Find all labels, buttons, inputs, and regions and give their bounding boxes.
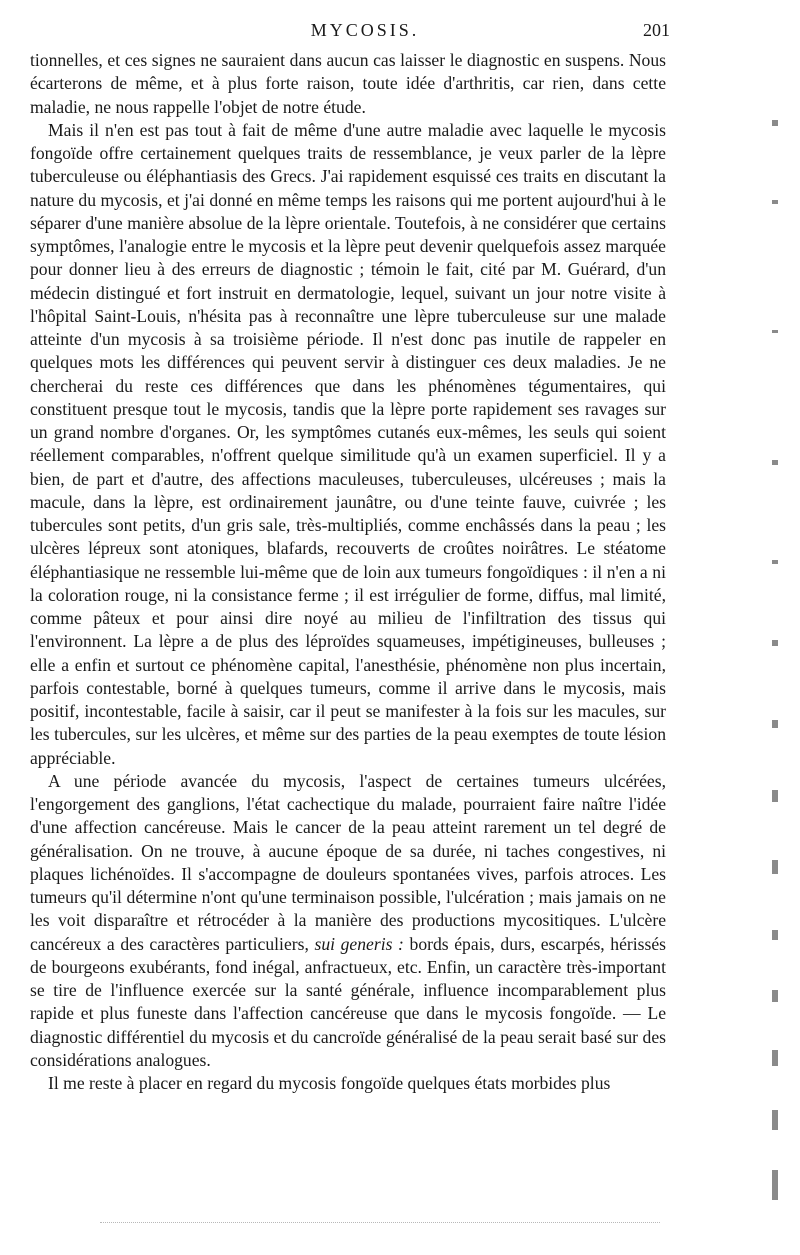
scan-mark: [772, 720, 778, 728]
scan-mark: [772, 790, 778, 802]
running-head: [60, 20, 670, 50]
paragraph-text: tionnelles, et ces signes ne sauraient dans aucun cas laisser le diagnostic en suspens. Nous écarterons de même, et à plus forte raison, toute idée d'arthritis, car rien, dans cette maladie, ne nous rappelle l'objet de notre étude.: [30, 50, 666, 117]
body-text: [30, 49, 666, 1095]
scan-mark: [772, 460, 778, 465]
running-title: MYCOSIS.: [310, 20, 420, 40]
scan-mark: [772, 1110, 778, 1130]
scan-bottom-marks: [100, 1222, 660, 1229]
paragraph-continuation: [30, 49, 666, 119]
paragraph-text: Il me reste à placer en regard du mycosis fongoïde quelques états morbides plus: [48, 1073, 611, 1093]
scan-mark: [772, 990, 778, 1002]
scan-mark: [772, 560, 778, 564]
paragraph-text: Mais il n'en est pas tout à fait de même d'une autre maladie avec laquelle le mycosis fongoïde offre certainement quelques traits de ressemblance, je veux parler de la lèpre tuberculeuse ou éléphantiasis des Grecs. J'ai rapidement esquissé ces traits en discutant la nature du mycosis, et j'ai donné en même temps les raisons qui me portent aujourd'hui à le séparer d'une manière absolue de la lèpre orientale. Toutefois, à ne considérer que certains symptômes, l'analogie entre le mycosis et la lèpre peut devenir quelquefois assez marquée pour donner lieu à des erreurs de diagnostic ; témoin le fait, cité par M. Guérard, d'un médecin distingué et fort instruit en dermatologie, lequel, suivant un jour notre visite à l'hôpital Saint-Louis, n'hésita pas à reconnaître une lèpre tuberculeuse sur une malade atteinte d'un mycosis à sa troisième période. Il n'est donc pas inutile de rappeler en quelques mots les différences qui peuvent servir à distinguer ces deux maladies. Je ne chercherai du reste ces différences que dans les phénomènes tégumentaires, qui constituent presque tout le mycosis, tandis que la lèpre porte rapidement ses ravages sur un grand nombre d'organes. Or, les symptômes cutanés eux-mêmes, les seuls qui soient réellement comparables, n'offrent quelque similitude qu'à un examen superficiel. Il y a bien, de part et d'autre, des affections maculeuses, tuberculeuses, ulcéreuses ; mais la macule, dans la lèpre, est ordinairement jaunâtre, ou d'une teinte fauve, cuivrée ; les tubercules sont petits, d'un gris sale, très-multipliés, comme enchâssés dans la peau ; les ulcères lépreux sont atoniques, blafards, recouverts de croûtes noirâtres. Le stéatome éléphantiasique ne ressemble lui-même que de loin aux tumeurs fongoïdiques : il n'en a ni la coloration rouge, ni la consistance ferme ; il est irrégulier de forme, diffus, mal limité, comme pâteux et pour ainsi dire noyé au milieu de l'infiltration des tissus qui l'environnent. La lèpre a de plus des léproïdes squameuses, impétigineuses, bulleuses ; elle a enfin et surtout ce phénomène capital, l'anesthésie, phénomène non plus incertain, parfois contestable, borné à quelques tumeurs, comme il arrive dans le mycosis, mais positif, incontestable, facile à saisir, car il peut se manifester à la fois sur les macules, sur les tubercules, sur les ulcères, et même sur des parties de la peau exemptes de toute lésion appréciable.: [30, 119, 666, 768]
scan-mark: [772, 120, 778, 126]
italic-phrase: sui generis :: [314, 933, 404, 954]
paragraph-text: A une période avancée du mycosis, l'aspect de certaines tumeurs ulcérées, l'engorgement des ganglions, l'état cachectique du malade, pourraient faire naître l'idée d'une affection cancéreuse. Mais le cancer de la peau atteint rarement un tel degré de généralisation. On ne trouve, à aucune époque de sa durée, ni taches congestives, ni plaques lichénoïdes. Il s'accompagne de douleurs spontanées vives, parfois atroces. Les tumeurs qu'il détermine n'ont qu'une terminaison possible, l'ulcération ; mais jamais on ne les voit disparaître et rétrocéder à la manière des productions mycositiques. L'ulcère cancéreux a des caractères particuliers,: [30, 770, 666, 954]
scan-mark: [772, 330, 778, 333]
scan-margin-strip: [760, 0, 800, 1255]
paragraph-text: bords épais, durs, escarpés, hérissés de bourgeons exubérants, fond inégal, anfractueux, etc. Enfin, un caractère très-important se tire de l'influence exercée sur la santé générale, influence incomparablement plus rapide et plus funeste dans l'affection cancéreuse que dans le mycosis fongoïde. — Le diagnostic différentiel du mycosis et du cancroïde généralisé de la peau serait basé sur des considérations analogues.: [30, 933, 667, 1070]
paragraph-lepre-comparison: [30, 119, 666, 770]
scan-mark: [772, 640, 778, 646]
scan-mark: [772, 1050, 778, 1066]
page-number: 201: [643, 20, 670, 40]
paragraph-cancer-comparison: [30, 770, 666, 1072]
paragraph-final-line: [30, 1072, 666, 1095]
scan-mark: [772, 1170, 778, 1200]
scan-mark: [772, 930, 778, 940]
scan-mark: [772, 860, 778, 874]
scan-mark: [772, 200, 778, 204]
